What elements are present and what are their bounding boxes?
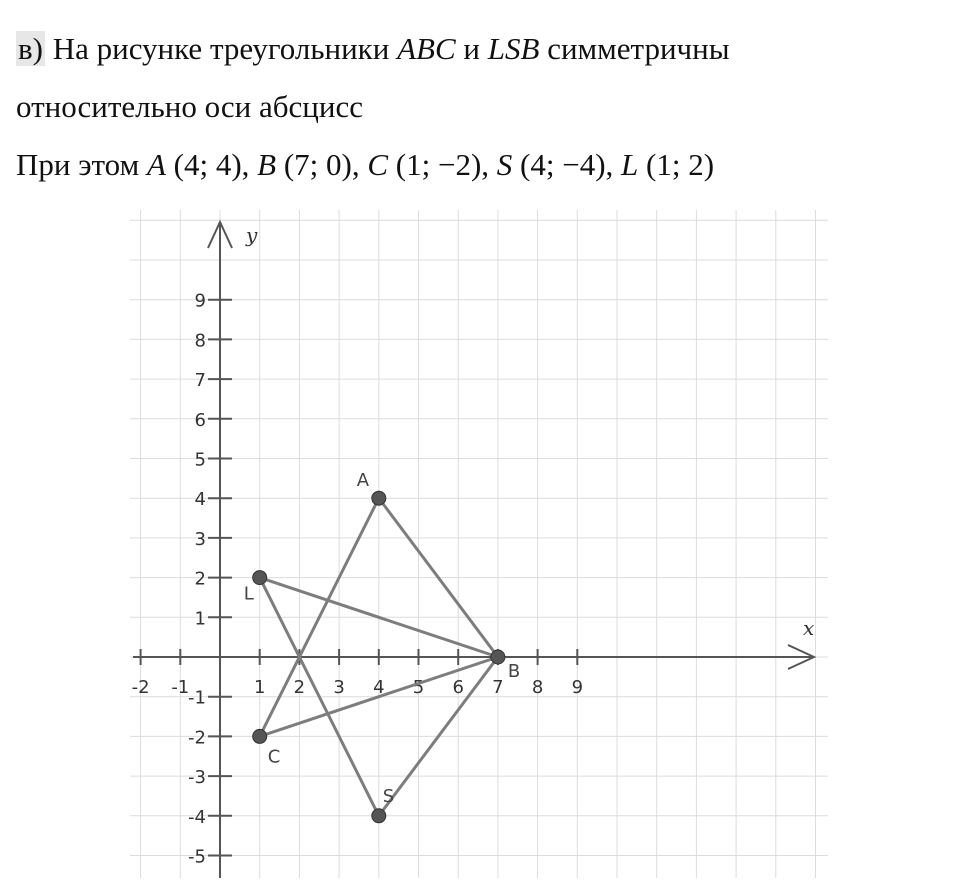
coord-value: (4; −4),	[520, 147, 614, 182]
point-label-c: C	[267, 746, 281, 768]
coord-name: A	[146, 147, 166, 182]
x-tick-label: -2	[131, 677, 150, 698]
coord-value: (7; 0),	[283, 147, 360, 182]
triangle-lsb-name: LSB	[487, 31, 540, 66]
coord-value: (1; −2),	[395, 147, 490, 182]
y-tick-label: -3	[188, 767, 206, 789]
y-tick-label: -1	[188, 687, 206, 709]
point-s	[372, 809, 386, 823]
y-tick-label: 4	[194, 489, 206, 511]
text-segment: относительно оси абсцисс	[16, 89, 363, 124]
x-tick-label: 2	[293, 677, 306, 698]
item-label: в)	[18, 31, 43, 66]
x-tick-label: 6	[452, 677, 464, 698]
x-tick-label: 5	[412, 677, 425, 698]
x-tick-label: 8	[531, 677, 544, 698]
point-l	[253, 571, 267, 585]
x-tick-label: 4	[373, 677, 385, 698]
coord-value: (4; 4),	[173, 147, 250, 182]
x-tick-label: 3	[333, 677, 345, 698]
x-axis-label: x	[803, 616, 815, 640]
point-c	[253, 729, 267, 743]
coord-value: (1; 2)	[646, 147, 715, 182]
y-axis-label: y	[246, 223, 258, 247]
point-label-l: L	[243, 583, 254, 605]
y-tick-label: 6	[194, 409, 206, 431]
y-tick-label: -2	[188, 727, 206, 749]
triangle-abc-name: ABC	[397, 31, 456, 66]
point-a	[372, 491, 386, 505]
x-tick-label: 1	[253, 677, 266, 698]
text-segment: На рисунке треугольники	[52, 31, 390, 66]
coord-name: B	[257, 147, 277, 182]
x-tick-label: 9	[571, 677, 584, 698]
y-tick-label: 3	[194, 528, 206, 550]
x-tick-label: 7	[492, 677, 504, 698]
y-tick-label: -5	[188, 846, 206, 868]
text-segment: симметричны	[547, 31, 730, 66]
point-label-a: A	[356, 470, 370, 492]
y-tick-label: 2	[194, 568, 206, 590]
y-tick-label: 7	[194, 370, 206, 392]
text-segment: При этом	[16, 147, 140, 182]
y-tick-label: 9	[194, 290, 206, 312]
coord-name: C	[367, 147, 389, 182]
point-label-s: S	[382, 785, 395, 807]
point-b	[491, 650, 505, 664]
coord-name: S	[496, 147, 513, 182]
point-label-b: B	[507, 661, 521, 682]
coord-name: L	[621, 147, 639, 182]
text-segment: и	[463, 31, 480, 66]
y-tick-label: -4	[188, 806, 206, 828]
y-tick-label: 8	[194, 330, 206, 352]
x-tick-label: -1	[171, 677, 190, 698]
y-tick-label: 5	[194, 449, 206, 471]
y-tick-label: 1	[194, 608, 206, 630]
